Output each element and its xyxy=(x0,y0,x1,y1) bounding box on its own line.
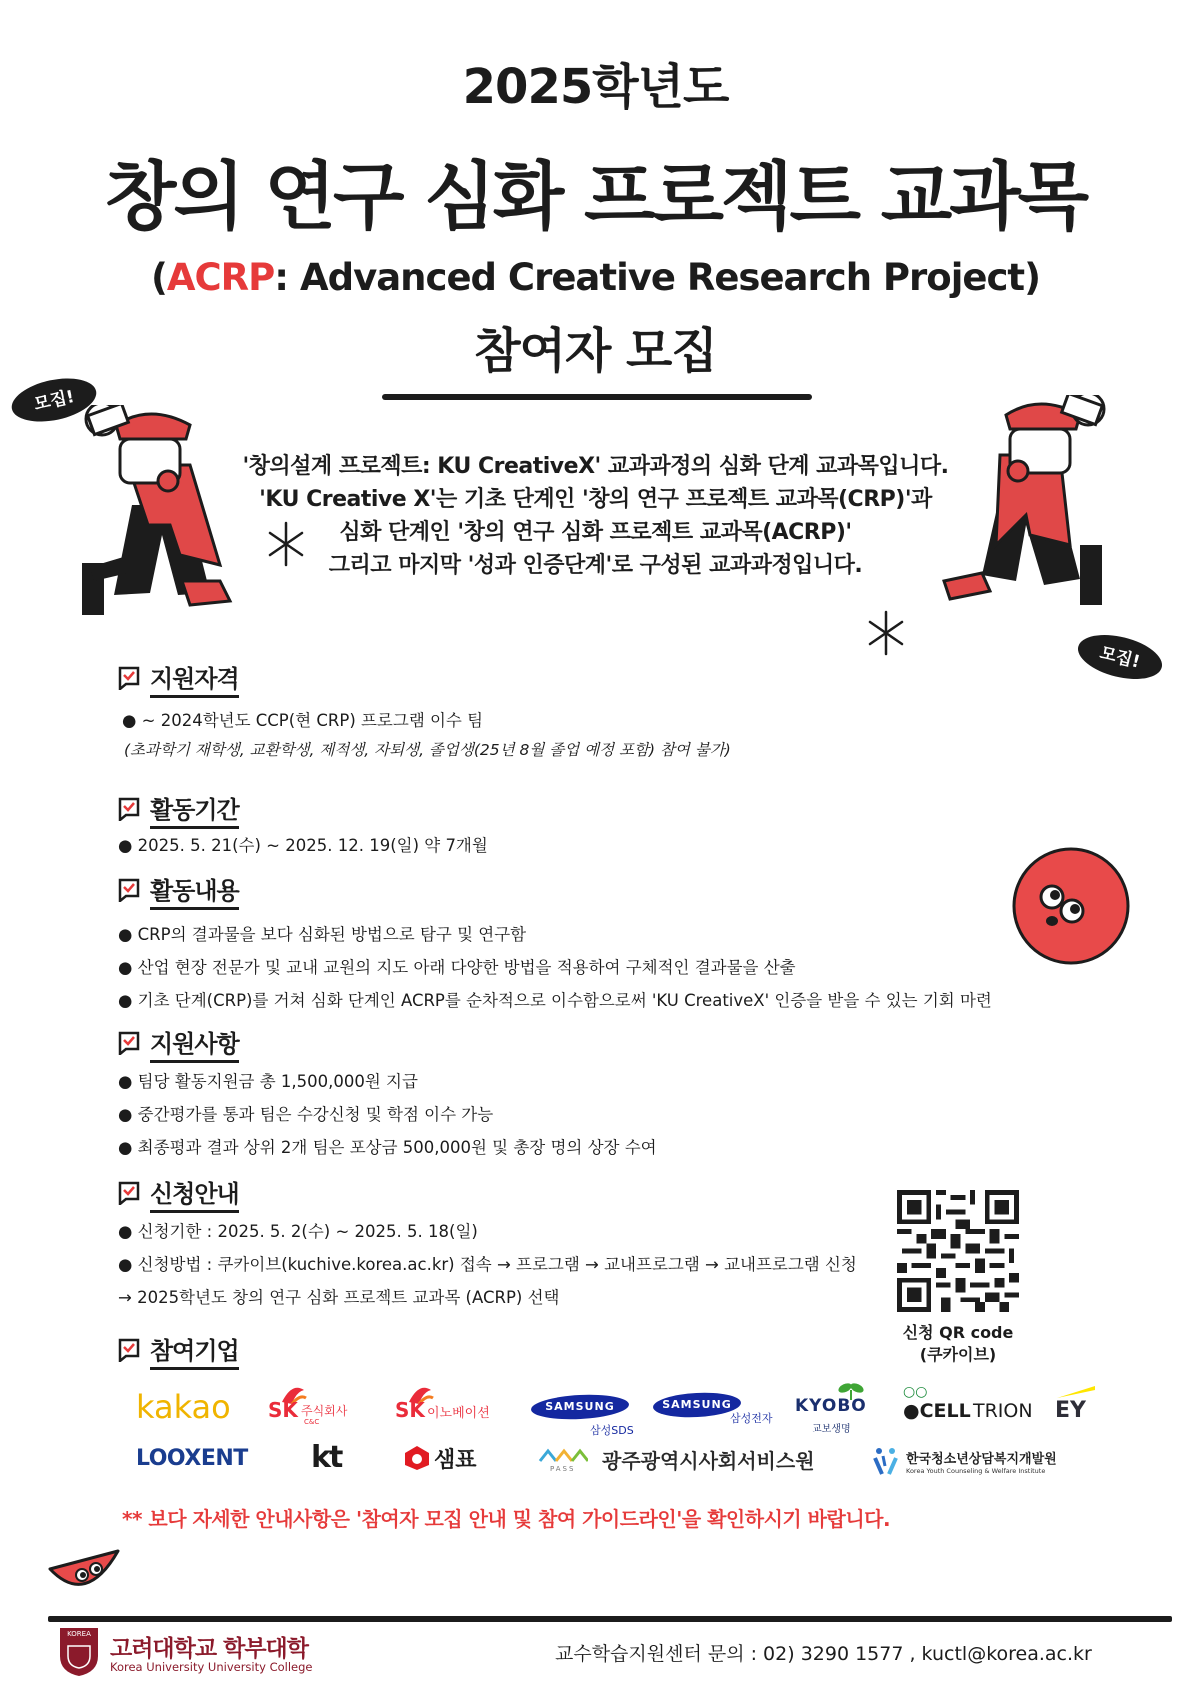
section-title: 참여기업 xyxy=(150,1331,239,1370)
kyci-people-icon xyxy=(872,1446,900,1478)
contact-info: 교수학습지원센터 문의 : 02) 3290 1577 , kuctl@korea.ac.kr xyxy=(555,1643,1092,1665)
pass-label: PASS xyxy=(550,1465,576,1473)
section-support xyxy=(118,1027,1068,1164)
university-name-ko: 고려대학교 학부대학 xyxy=(110,1636,308,1662)
eligibility-note: (초과학기 재학생, 교환학생, 제적생, 자퇴생, 졸업생(25년 8월 졸업 예정 포함) 참여 불가) xyxy=(124,741,731,759)
intro-line: 'KU Creative X'는 기초 단계인 '창의 연구 프로젝트 교과목(CRP)'과 xyxy=(259,487,932,512)
subtitle xyxy=(0,256,1191,299)
footer-divider xyxy=(48,1616,1172,1622)
watermelon-mascot-illustration xyxy=(46,1545,122,1601)
sparkle-icon xyxy=(866,610,906,656)
kyobo-name: 교보생명 xyxy=(812,1424,851,1435)
checkbox-icon xyxy=(118,1338,140,1362)
celltrion-cell: ●CELL xyxy=(903,1400,971,1422)
sempio-name: 샘표 xyxy=(434,1448,477,1473)
list-item: ● 최종평과 결과 상위 2개 팀은 포상금 500,000원 및 총장 명의 상장 수여 xyxy=(118,1138,657,1157)
list-item: ● 2025. 5. 21(수) ~ 2025. 12. 19(일) 약 7개월 xyxy=(118,836,488,855)
intro-line: '창의설계 프로젝트: KU CreativeX' 교과과정의 심화 단계 교과목입니다. xyxy=(242,454,949,479)
list-item: → 2025학년도 창의 연구 심화 프로젝트 교과목 (ACRP) 선택 xyxy=(118,1288,560,1307)
intro-line: 심화 단계인 '창의 연구 심화 프로젝트 교과목(ACRP)' xyxy=(339,520,852,545)
section-title: 지원자격 xyxy=(150,659,239,698)
section-header xyxy=(118,662,1068,694)
section-partners xyxy=(118,1334,1068,1366)
subtitle-acronym: ACRP xyxy=(166,256,275,299)
section-body xyxy=(118,829,1068,862)
kt-logo: kt xyxy=(311,1440,342,1475)
section-body xyxy=(122,704,1068,737)
title-divider xyxy=(382,394,812,400)
qr-code-icon[interactable] xyxy=(897,1190,1019,1312)
intro-paragraph xyxy=(200,450,991,582)
subtitle-rest: : Advanced Creative Research Project) xyxy=(274,256,1041,299)
year-heading: 2025학년도 xyxy=(462,59,729,115)
checkbox-icon xyxy=(118,666,140,690)
checkbox-icon xyxy=(118,878,140,902)
celltrion-dots: ○○ xyxy=(903,1384,928,1400)
intro-line: 그리고 마지막 '성과 인증단계'로 구성된 교과과정입니다. xyxy=(328,553,863,578)
list-item: ● 신청방법 : 쿠카이브(kuchive.korea.ac.kr) 접속 → 프로그램 → 교내프로그램 → 교내프로그램 신청 xyxy=(118,1255,857,1274)
pass-people-icon xyxy=(538,1445,588,1463)
checkbox-icon xyxy=(118,1181,140,1205)
list-item: ● ~ 2024학년도 CCP(현 CRP) 프로그램 이수 팀 xyxy=(122,711,484,730)
list-item: ● 신청기한 : 2025. 5. 2(수) ~ 2025. 5. 18(일) xyxy=(118,1222,478,1241)
celltrion-trion: TRION xyxy=(973,1400,1033,1422)
sk-cc-sub: C&C xyxy=(304,1418,320,1426)
sk-innovation-name: 이노베이션 xyxy=(427,1406,490,1421)
kyci-name-ko: 한국청소년상담복지개발원 xyxy=(906,1452,1057,1467)
section-title: 활동기간 xyxy=(150,790,239,829)
gwangju-name: 광주광역시사회서비스원 xyxy=(602,1449,815,1473)
kyobo-mark: KYOBO xyxy=(795,1396,867,1416)
ey-beam-icon xyxy=(1057,1386,1097,1398)
qr-caption-line-2: (쿠카이브) xyxy=(919,1345,997,1364)
checkbox-icon xyxy=(118,797,140,821)
checkbox-icon xyxy=(118,1031,140,1055)
recruit-badge-right-text: 모집! xyxy=(1097,643,1142,673)
kyci-name-en: Korea Youth Counseling & Welfare Institute xyxy=(906,1467,1046,1475)
recruit-heading: 참여자 모집 xyxy=(474,323,717,379)
sk-innovation-mark: SK xyxy=(395,1398,425,1422)
section-activities xyxy=(118,874,1068,1017)
korea-university-crest-icon xyxy=(58,1626,100,1678)
section-title: 활동내용 xyxy=(150,871,239,910)
kakao-logo: kakao xyxy=(136,1388,231,1426)
qr-caption-line-1: 신청 QR code xyxy=(902,1323,1014,1342)
section-body xyxy=(118,1065,1068,1164)
samsung-electronics-mark: SAMSUNG xyxy=(662,1398,732,1411)
samsung-electronics-name: 삼성전자 xyxy=(730,1412,773,1425)
ey-mark: EY xyxy=(1055,1398,1086,1423)
sempio-mark-icon xyxy=(404,1445,430,1471)
section-eligibility xyxy=(118,662,1068,763)
section-body xyxy=(118,918,1068,1017)
sk-cc-mark: SK xyxy=(268,1398,298,1422)
sk-cc-name: 주식회사 xyxy=(301,1404,348,1418)
recruit-badge-left-text: 모집! xyxy=(32,386,77,415)
page-title: 창의 연구 심화 프로젝트 교과목 xyxy=(104,154,1087,240)
list-item: ● 팀당 활동지원금 총 1,500,000원 지급 xyxy=(118,1072,418,1091)
recruit-badge-right xyxy=(1072,632,1168,682)
list-item: ● 기초 단계(CRP)를 거쳐 심화 단계인 ACRP를 순차적으로 이수함으로써 'KU CreativeX' 인증을 받을 수 있는 기회 마련 xyxy=(118,991,992,1010)
looxent-logo: LOOXENT xyxy=(136,1446,248,1471)
samsung-sds-mark: SAMSUNG xyxy=(545,1400,615,1413)
samsung-sds-name: 삼성SDS xyxy=(590,1424,634,1437)
section-title: 신청안내 xyxy=(150,1174,239,1213)
section-title: 지원사항 xyxy=(150,1024,239,1063)
section-header xyxy=(118,1027,1068,1059)
section-header xyxy=(118,874,1068,906)
footnote: ** 보다 자세한 안내사항은 '참여자 모집 안내 및 참여 가이드라인'을 확인하시기 바랍니다. xyxy=(122,1507,891,1531)
list-item: ● 중간평가를 통과 팀은 수강신청 및 학점 이수 가능 xyxy=(118,1105,494,1124)
section-header xyxy=(118,793,1068,825)
subtitle-open: ( xyxy=(150,256,167,299)
section-header xyxy=(118,1334,1068,1366)
university-name-en: Korea University University College xyxy=(110,1660,313,1674)
crest-text: KOREA xyxy=(67,1630,91,1638)
list-item: ● CRP의 결과물을 보다 심화된 방법으로 탐구 및 연구함 xyxy=(118,925,527,944)
list-item: ● 산업 현장 전문가 및 교내 교원의 지도 아래 다양한 방법을 적용하여 구체적인 결과물을 산출 xyxy=(118,958,796,977)
section-period xyxy=(118,793,1068,862)
